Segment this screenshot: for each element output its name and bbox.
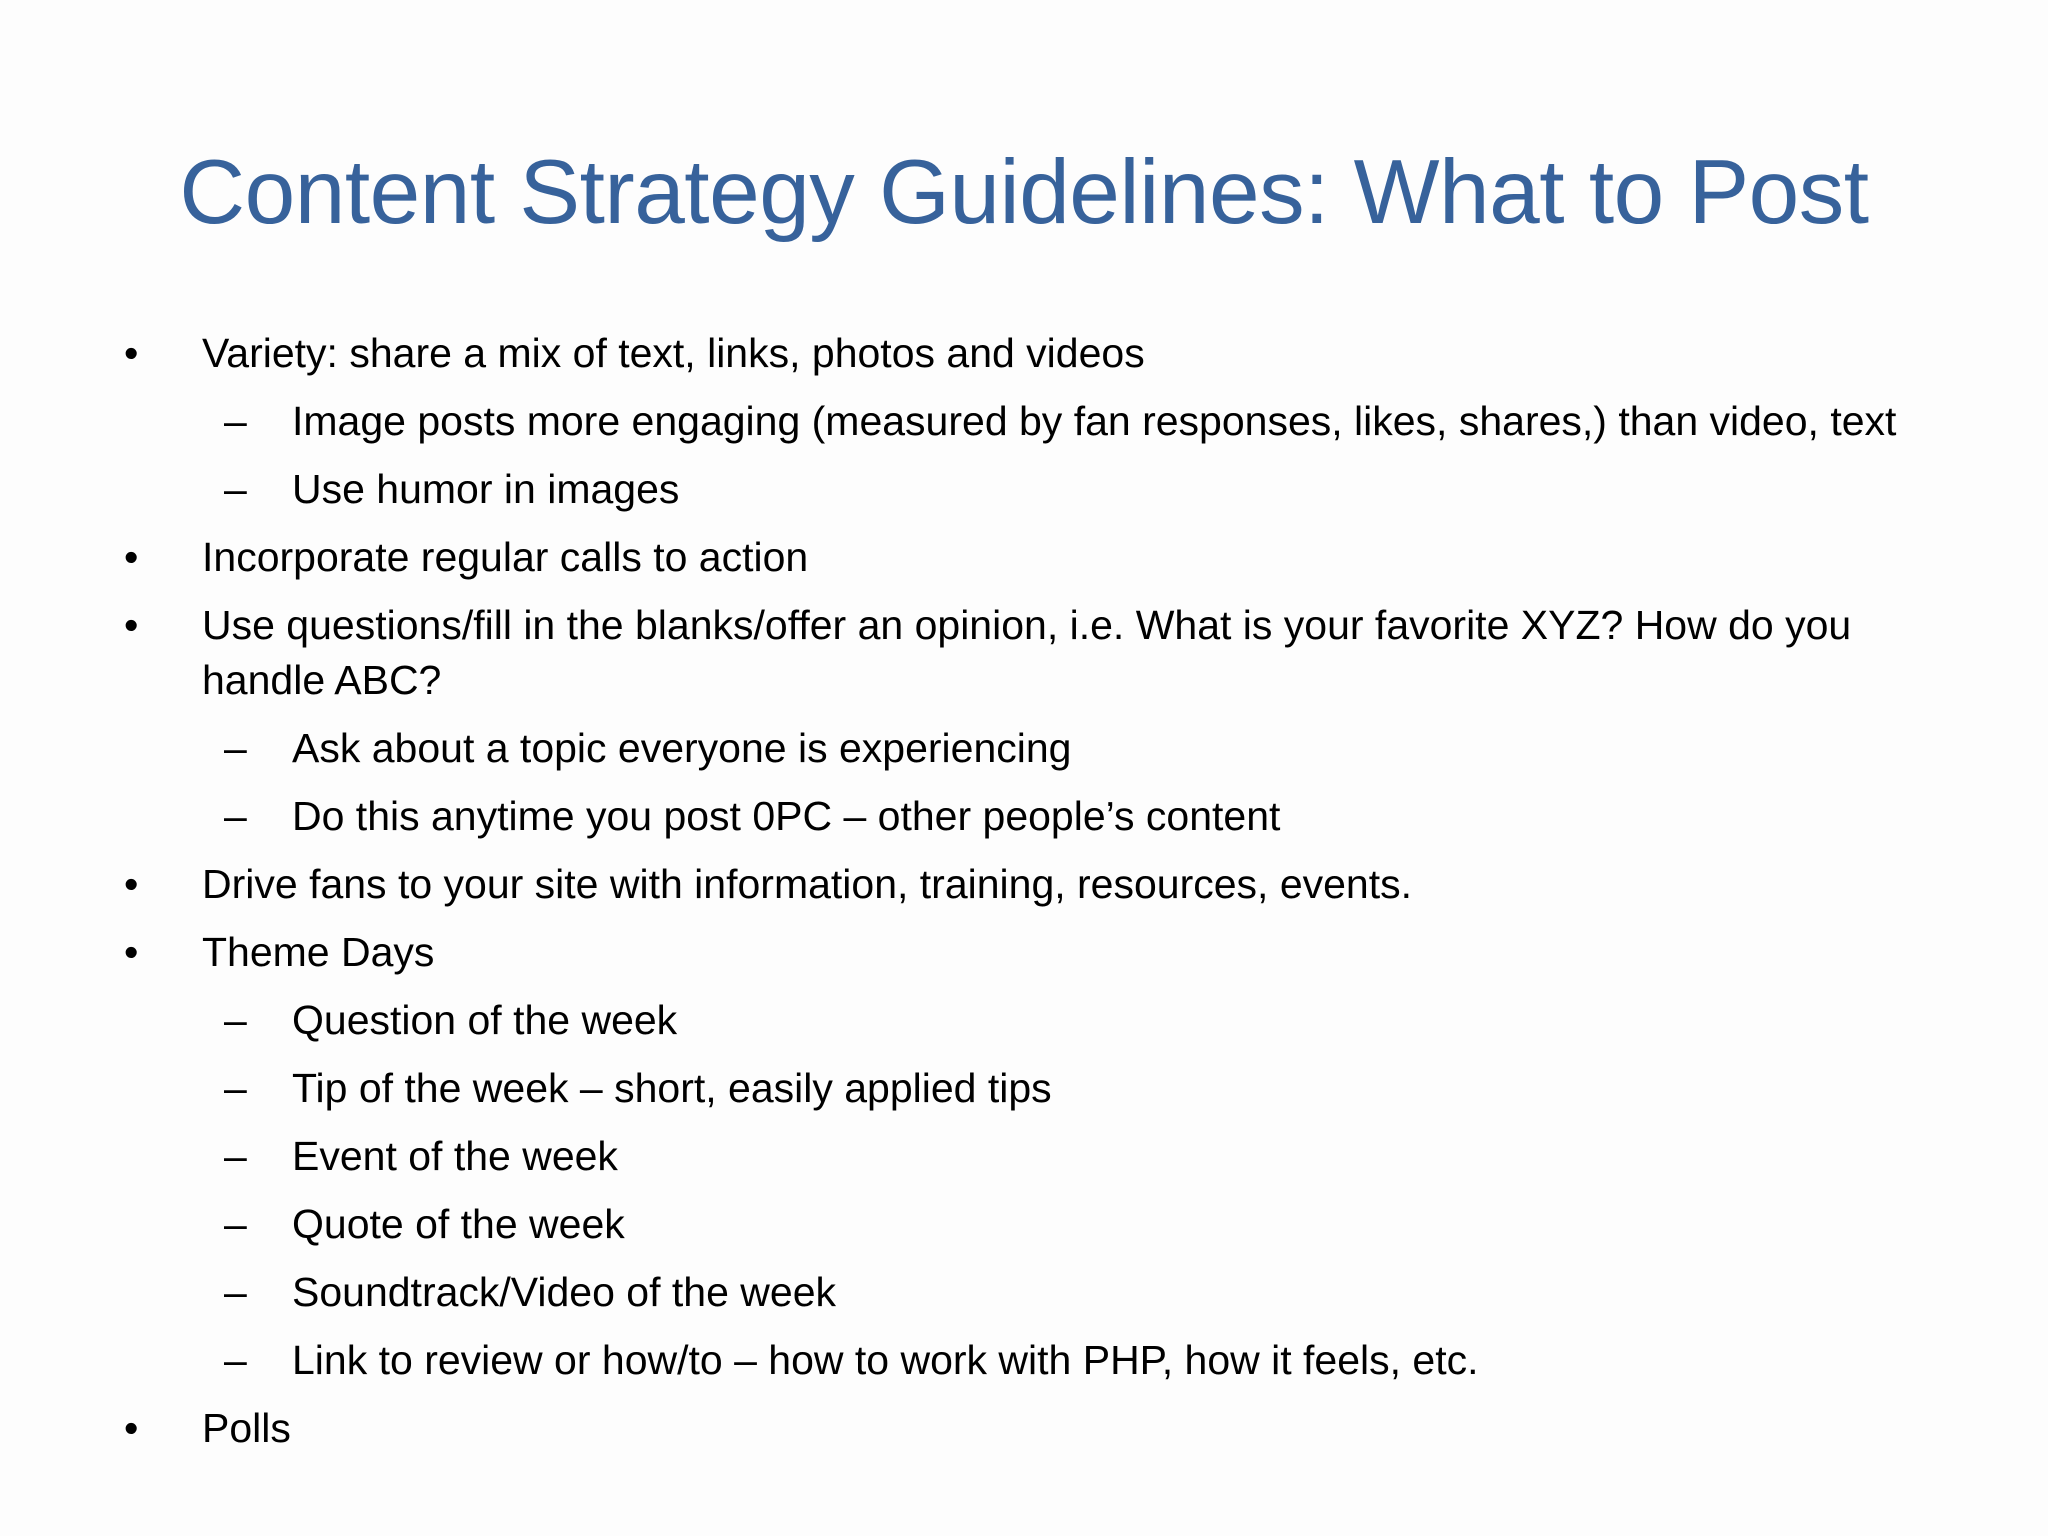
bullet-item-polls (0, 1401, 2048, 1456)
dash-icon: – (224, 1201, 247, 1247)
bullet-text: Incorporate regular calls to action (202, 534, 809, 580)
bullet-icon: • (124, 929, 139, 975)
dash-icon: – (224, 398, 247, 444)
dash-icon: – (224, 1269, 247, 1315)
bullet-icon: • (124, 1405, 139, 1451)
bullet-item-questions (0, 598, 2048, 708)
sub-bullet-humor (0, 462, 2048, 517)
bullet-text: Theme Days (202, 929, 435, 975)
bullet-icon: • (124, 602, 139, 648)
sub-bullet-text: Event of the week (292, 1133, 618, 1179)
sub-bullet-event-week (0, 1129, 2048, 1184)
sub-bullet-tip-week (0, 1061, 2048, 1116)
sub-bullet-question-week (0, 993, 2048, 1048)
dash-icon: – (224, 725, 247, 771)
sub-bullet-text: Link to review or how/to – how to work with PHP, how it feels, etc. (292, 1337, 1479, 1383)
sub-bullet-soundtrack-week (0, 1265, 2048, 1320)
dash-icon: – (224, 793, 247, 839)
sub-bullet-link-review (0, 1333, 2048, 1388)
dash-icon: – (224, 466, 247, 512)
dash-icon: – (224, 1133, 247, 1179)
bullet-text: Variety: share a mix of text, links, photos and videos (202, 330, 1145, 376)
bullet-text: Drive fans to your site with information, training, resources, events. (202, 861, 1413, 907)
bullet-text-line: Use questions/fill in the blanks/offer an opinion, i.e. What is your favorite XYZ? How do you (202, 602, 1852, 648)
bullet-icon: • (124, 534, 139, 580)
sub-bullet-ask-topic (0, 721, 2048, 776)
sub-bullet-text: Soundtrack/Video of the week (292, 1269, 836, 1315)
sub-bullet-text: Use humor in images (292, 466, 680, 512)
bullet-text (202, 598, 1851, 708)
dash-icon: – (224, 1065, 247, 1111)
sub-bullet-image-posts (0, 394, 2048, 449)
bullet-item-theme-days (0, 925, 2048, 980)
bullet-item-calls-to-action (0, 530, 2048, 585)
sub-bullet-quote-week (0, 1197, 2048, 1252)
sub-bullet-text: Do this anytime you post 0PC – other people’s content (292, 793, 1281, 839)
sub-bullet-text: Quote of the week (292, 1201, 625, 1247)
sub-bullet-text: Ask about a topic everyone is experiencing (292, 725, 1072, 771)
sub-bullet-text: Image posts more engaging (measured by fan responses, likes, shares,) than video, text (292, 398, 1897, 444)
bullet-list (0, 326, 2048, 1456)
bullet-icon: • (124, 330, 139, 376)
bullet-item-variety (0, 326, 2048, 381)
bullet-text: Polls (202, 1405, 291, 1451)
sub-bullet-opc (0, 789, 2048, 844)
bullet-text-line: handle ABC? (202, 657, 442, 703)
dash-icon: – (224, 1337, 247, 1383)
slide-title: Content Strategy Guidelines: What to Post (179, 142, 1869, 243)
sub-bullet-text: Question of the week (292, 997, 678, 1043)
bullet-icon: • (124, 861, 139, 907)
dash-icon: – (224, 997, 247, 1043)
sub-bullet-text: Tip of the week – short, easily applied tips (292, 1065, 1052, 1111)
bullet-item-drive-fans (0, 857, 2048, 912)
